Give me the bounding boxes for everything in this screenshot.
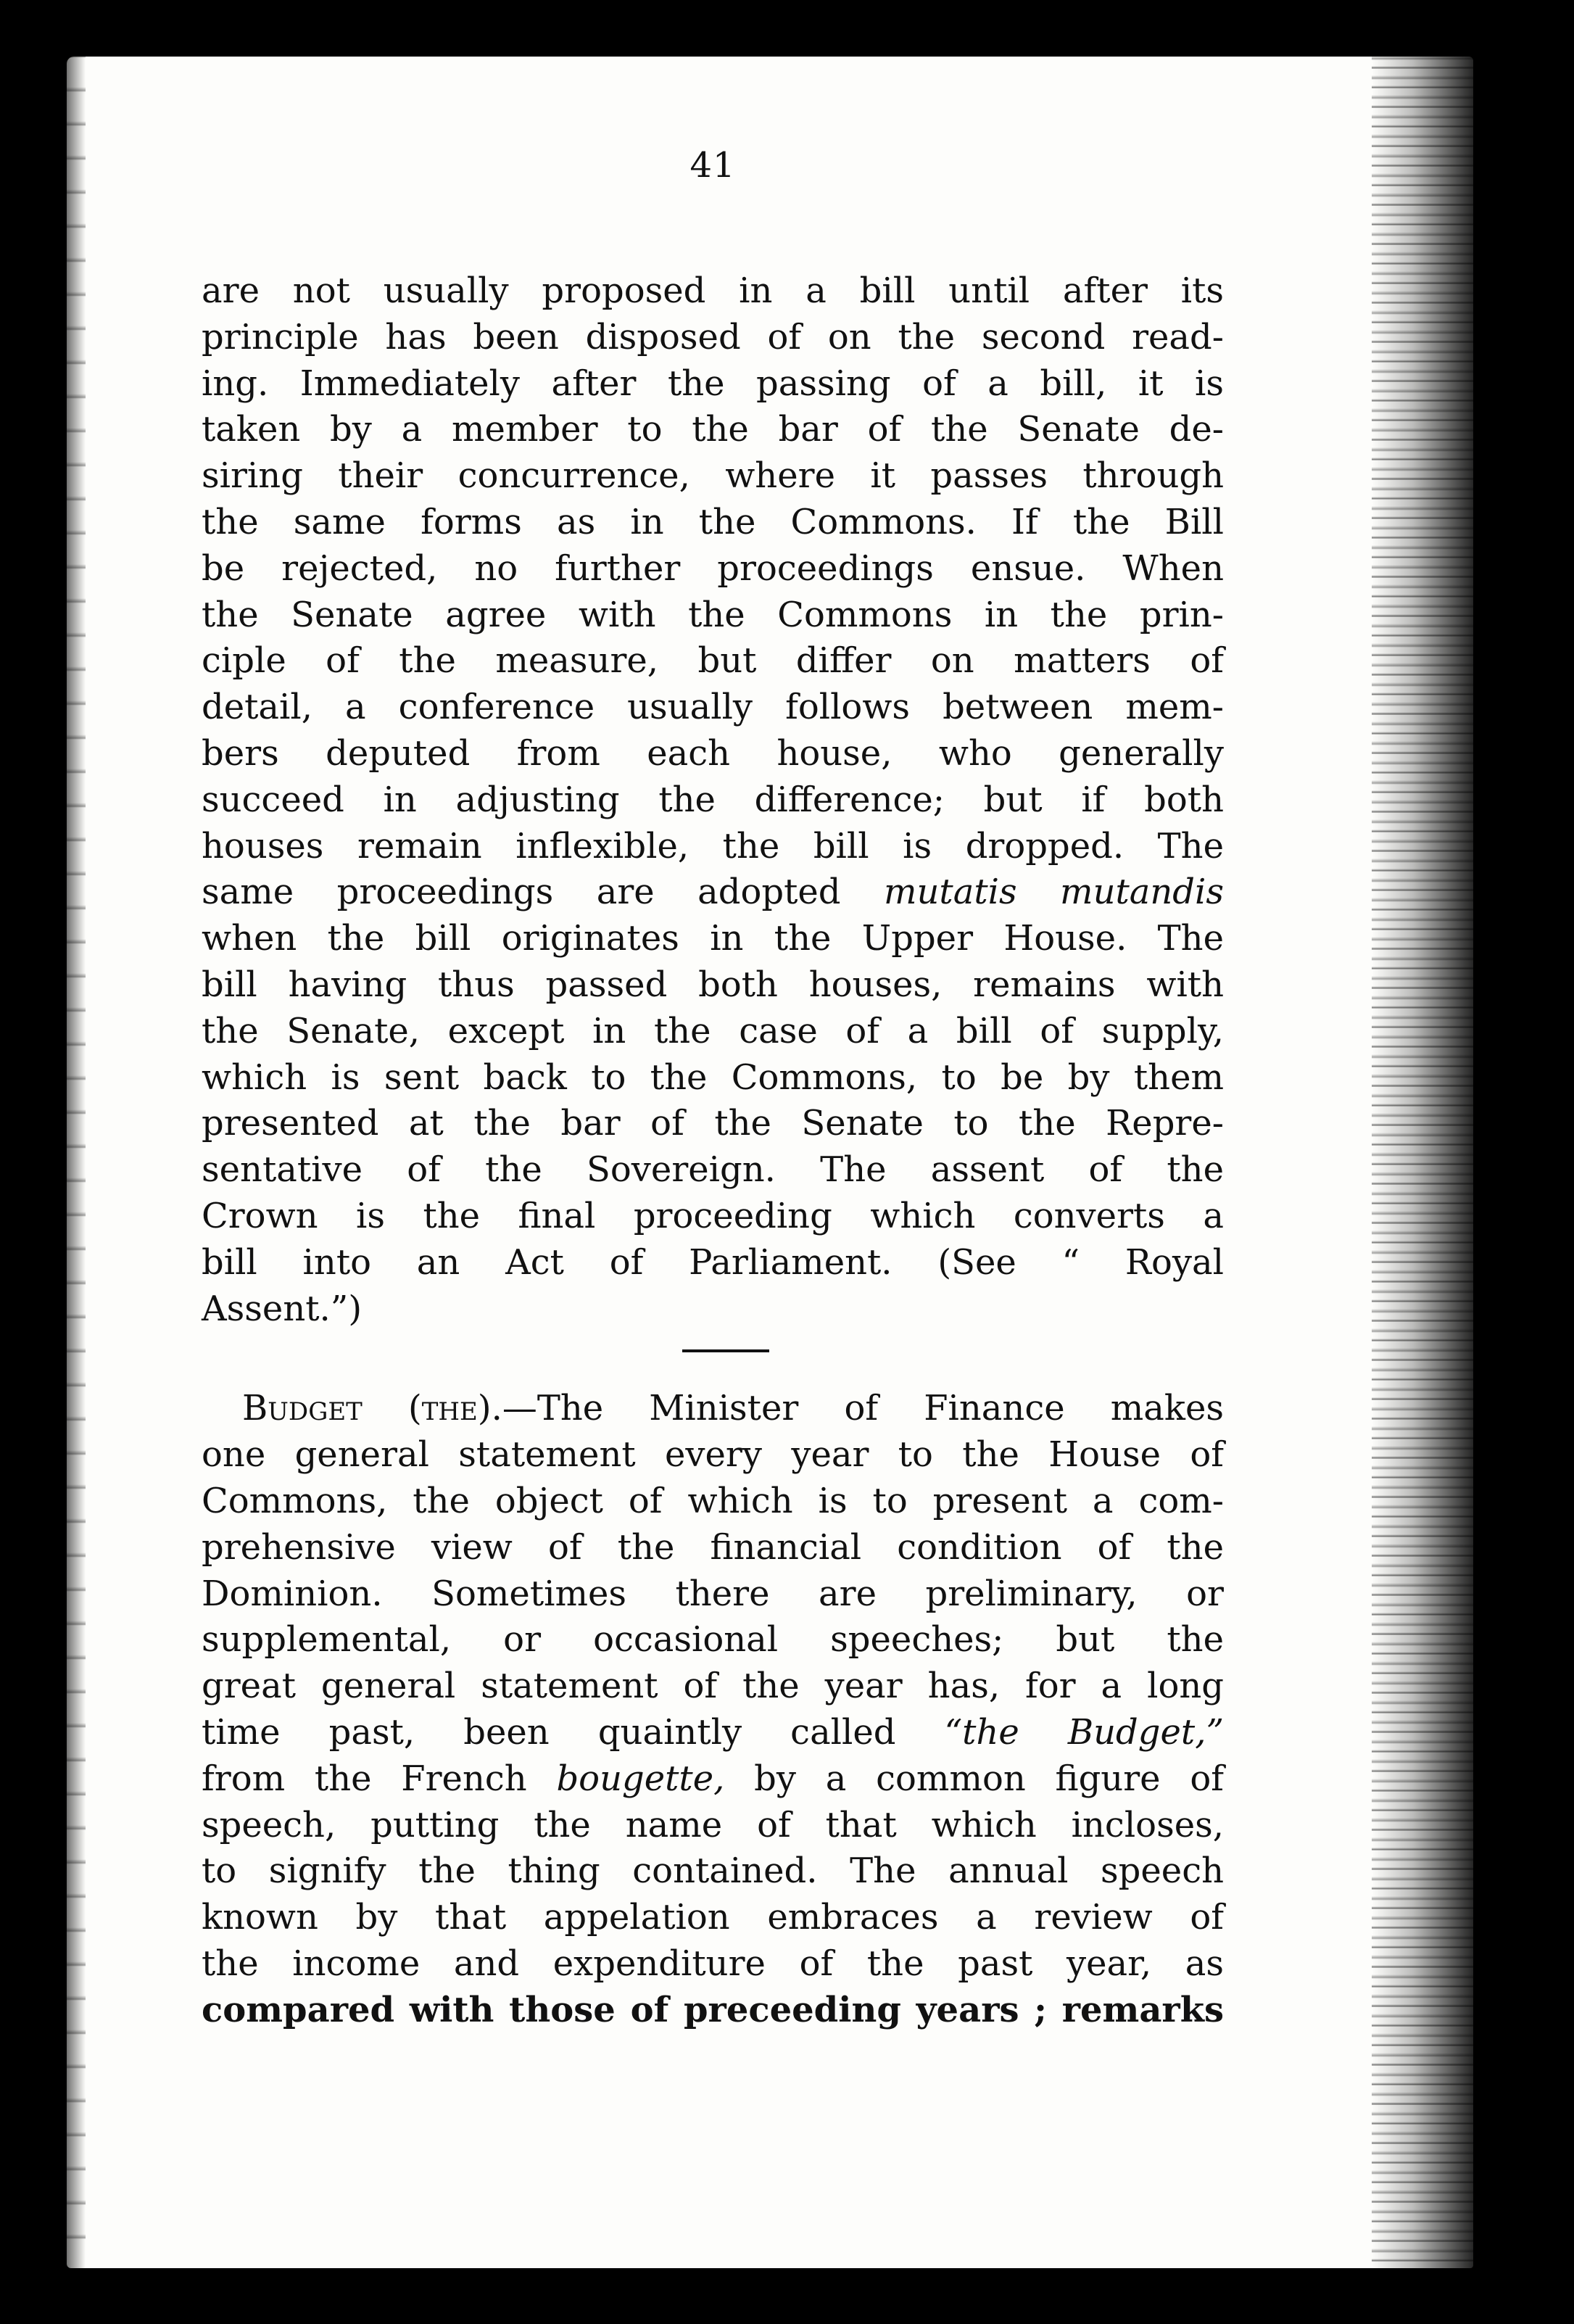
text-block	[202, 144, 1224, 2033]
text-line: ciple of the measure, but differ on matters of	[202, 640, 1224, 682]
page-number: 41	[689, 145, 736, 186]
text-line-with-french	[202, 1756, 1224, 1803]
text-line: which is sent back to the Commons, to be by them	[202, 1056, 1224, 1098]
text-line-heading	[202, 1386, 1224, 1432]
text-line: succeed in adjusting the difference; but if both	[202, 779, 1224, 820]
text-line: known by that appelation embraces a review of	[202, 1897, 1224, 1938]
text-line: when the bill originates in the Upper House. The	[202, 918, 1224, 959]
text-line: bill having thus passed both houses, remains with	[202, 964, 1224, 1005]
text-line: bers deputed from each house, who generally	[202, 732, 1224, 774]
text-line: compared with those of preceeding years ; remarks	[202, 1989, 1224, 2030]
text-line: speech, putting the name of that which incloses,	[202, 1804, 1224, 1845]
french-word: bougette,	[556, 1758, 725, 1799]
section-divider	[682, 1349, 769, 1352]
text-fragment: by a common figure of	[724, 1758, 1224, 1799]
quoted-term: “the Budget,”	[944, 1711, 1224, 1753]
text-line: the Senate agree with the Commons in the prin-	[202, 594, 1224, 635]
text-line: the same forms as in the Commons. If the Bill	[202, 501, 1224, 542]
text-line: the Senate, except in the case of a bill of supply,	[202, 1010, 1224, 1051]
text-line: detail, a conference usually follows between mem-	[202, 687, 1224, 728]
text-line-with-quote	[202, 1710, 1224, 1756]
text-line: presented at the bar of the Senate to the Repre-	[202, 1103, 1224, 1144]
text-line: prehensive view of the financial condition of the	[202, 1526, 1224, 1568]
page-right-edge	[1372, 57, 1473, 2268]
text-line: one general statement every year to the House of	[202, 1434, 1224, 1476]
text-line: are not usually proposed in a bill until after its	[202, 270, 1224, 311]
text-line: houses remain inflexible, the bill is dropped. The	[202, 825, 1224, 867]
text-line: sentative of the Sovereign. The assent of the	[202, 1149, 1224, 1191]
text-line: Commons, the object of which is to present a com-	[202, 1480, 1224, 1521]
latin-phrase: mutatis mutandis	[883, 872, 1225, 913]
text-line: be rejected, no further proceedings ensue. When	[202, 547, 1224, 589]
text-line: Dominion. Sometimes there are preliminary, or	[202, 1573, 1224, 1614]
text-line: Assent.”)	[202, 1288, 363, 1329]
paragraph-budget	[202, 1386, 1224, 2033]
text-line: the income and expenditure of the past year, as	[202, 1943, 1224, 1984]
text-fragment: from the French	[202, 1758, 527, 1799]
text-line: great general statement of the year has, for a long	[202, 1666, 1224, 1707]
text-line: siring their concurrence, where it passes through	[202, 455, 1224, 497]
text-fragment: —The Minister of Finance makes	[502, 1388, 1224, 1429]
text-line: to signify the thing contained. The annual speech	[202, 1850, 1224, 1892]
text-fragment: same proceedings are adopted	[202, 872, 841, 913]
text-line: taken by a member to the bar of the Senate de-	[202, 409, 1224, 450]
page-left-edge	[67, 57, 86, 2268]
text-line-with-latin	[202, 869, 1224, 916]
text-line: supplemental, or occasional speeches; but the	[202, 1619, 1224, 1661]
book-page	[67, 57, 1473, 2268]
paragraph-bill-procedure	[202, 268, 1224, 1332]
entry-heading: Budget (the).	[242, 1388, 502, 1429]
text-line: bill into an Act of Parliament. (See “ Royal	[202, 1241, 1224, 1283]
text-line: Crown is the final proceeding which converts a	[202, 1195, 1224, 1236]
text-line: principle has been disposed of on the second read-	[202, 316, 1224, 357]
text-fragment: time past, been quaintly called	[202, 1711, 896, 1753]
text-line: ing. Immediately after the passing of a bill, it is	[202, 363, 1224, 404]
